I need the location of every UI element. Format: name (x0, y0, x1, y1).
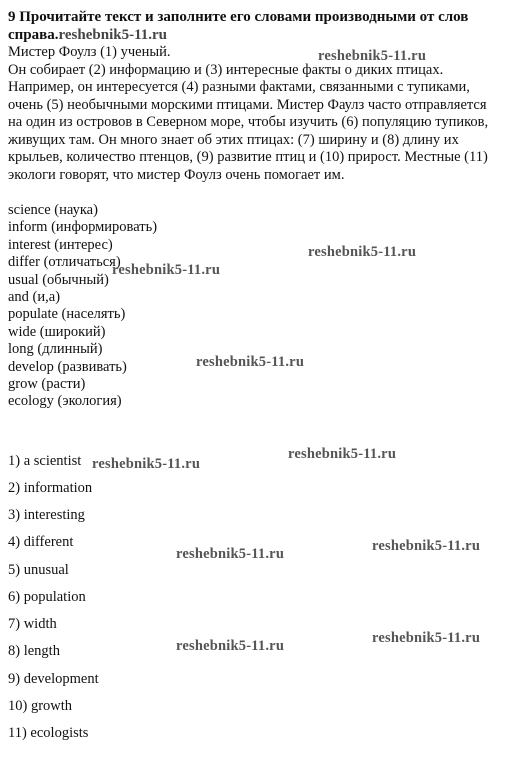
answer-item: 9) development (8, 670, 99, 687)
vocabulary-list (8, 202, 508, 411)
watermark: reshebnik5-11.ru (112, 262, 221, 278)
vocabulary-item: populate (населять) (8, 306, 126, 323)
text-line: живущих там. Он много знает об этих птицах: (7) ширину и (8) длину их (8, 131, 459, 148)
answer-item: 6) population (8, 588, 86, 605)
answer-item: 3) interesting (8, 507, 85, 524)
text-line: экологи говорят, что мистер Фоулз очень помогает им. (8, 166, 345, 183)
watermark: reshebnik5-11.ru (176, 638, 285, 654)
answer-item: 4) different (8, 534, 74, 551)
watermark: reshebnik5-11.ru (308, 244, 417, 260)
vocabulary-item: ecology (экология) (8, 393, 122, 410)
text-line: на один из островов в Северном море, чтобы изучить (6) популяцию тупиков, (8, 114, 489, 130)
vocabulary-item: and (и,а) (8, 289, 61, 306)
vocabulary-item: science (наука) (8, 202, 98, 218)
answer-item: 1) a scientist (8, 452, 82, 469)
vocabulary-item: usual (обычный) (8, 271, 109, 288)
text-line: крыльев, количество птенцов, (9) развитие птиц и (10) прирост. Местные (11) (8, 149, 488, 165)
text-line: очень (5) необычными морскими птицами. Мистер Фаулз часто отправляется (8, 96, 487, 113)
answer-item: 11) ecologists (8, 724, 89, 741)
vocabulary-item: interest (интерес) (8, 236, 113, 253)
answer-item: 10) growth (8, 697, 73, 714)
answers-list (8, 448, 508, 747)
answer-item: 2) information (8, 480, 93, 497)
exercise-title: 9 Прочитайте текст и заполните его словами производными от слов справа.reshebnik5-11.ru (8, 9, 469, 43)
vocabulary-item: develop (развивать) (8, 358, 127, 375)
text-line: Например, он интересуется (4) разными фактами, связанными с тупиками, (8, 79, 470, 95)
watermark: reshebnik5-11.ru (318, 48, 427, 64)
watermark: reshebnik5-11.ru (372, 630, 481, 646)
answer-item: 7) width (8, 616, 57, 633)
watermark: reshebnik5-11.ru (176, 546, 285, 562)
vocabulary-item: differ (отличаться) (8, 254, 121, 271)
vocabulary-item: long (длинный) (8, 341, 103, 358)
vocabulary-item: inform (информировать) (8, 219, 158, 236)
watermark-inline: reshebnik5-11.ru (58, 27, 167, 43)
answer-item: 5) unusual (8, 561, 69, 578)
exercise-text (8, 44, 508, 184)
text-line: Он собирает (2) информацию и (3) интересные факты о диких птицах. (8, 61, 444, 78)
vocabulary-item: grow (расти) (8, 376, 86, 393)
watermark: reshebnik5-11.ru (288, 446, 397, 462)
text-line: Мистер Фоулз (1) ученый. (8, 44, 171, 60)
answer-item: 8) length (8, 643, 60, 660)
watermark: reshebnik5-11.ru (372, 538, 481, 554)
vocabulary-item: wide (широкий) (8, 323, 106, 340)
watermark: reshebnik5-11.ru (92, 456, 201, 472)
watermark: reshebnik5-11.ru (196, 354, 305, 370)
